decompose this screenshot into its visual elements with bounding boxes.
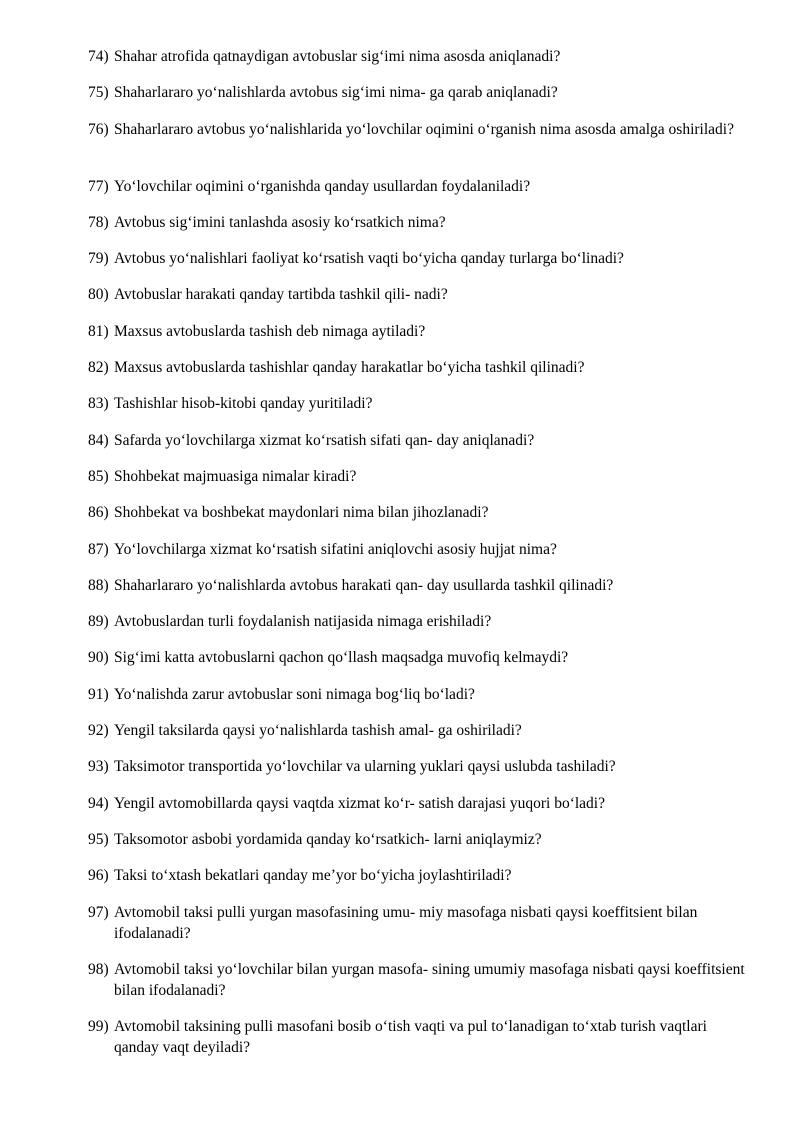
question-list	[88, 46, 748, 1073]
question-item	[88, 902, 748, 959]
question-number: 87)	[88, 540, 109, 558]
question-item	[88, 321, 748, 357]
question-number: 75)	[88, 84, 109, 102]
question-item	[88, 430, 748, 466]
question-number: 90)	[88, 649, 109, 667]
question-item	[88, 46, 748, 82]
question-item	[88, 1016, 748, 1073]
question-text: Maxsus avtobuslarda tashishlar qanday harakatlar bo‘yicha tashkil qilinadi?	[114, 359, 585, 377]
question-number: 99)	[88, 1017, 109, 1035]
question-item	[88, 176, 748, 212]
question-item	[88, 119, 748, 176]
question-item	[88, 82, 748, 118]
question-text: Shaharlararo avtobus yo‘nalishlarida yo‘lovchilar oqimini o‘rganish nima asosda amalga oshiriladi?	[114, 120, 734, 138]
question-number: 93)	[88, 758, 109, 776]
question-text: Avtomobil taksining pulli masofani bosib o‘tish vaqti va pul to‘lanadigan to‘xtab turish vaqtlari qanday vaqt deyiladi?	[114, 1017, 707, 1056]
question-text: Shaharlararo yo‘nalishlarda avtobus sig‘imi nima- ga qarab aniqlanadi?	[114, 84, 558, 102]
question-text: Tashishlar hisob-kitobi qanday yuritiladi?	[114, 395, 373, 413]
question-number: 91)	[88, 685, 109, 703]
question-text: Avtomobil taksi pulli yurgan masofasining umu- miy masofaga nisbati qaysi koeffitsient bilan ifodalanadi?	[114, 903, 698, 942]
question-number: 80)	[88, 286, 109, 304]
question-text: Taksi to‘xtash bekatlari qanday me’yor bo‘yicha joylashtiriladi?	[114, 867, 512, 885]
question-number: 97)	[88, 903, 109, 921]
question-number: 78)	[88, 213, 109, 231]
question-text: Avtobus yo‘nalishlari faoliyat ko‘rsatish vaqti bo‘yicha qanday turlarga bo‘linadi?	[114, 250, 624, 268]
question-item	[88, 647, 748, 683]
question-number: 84)	[88, 431, 109, 449]
question-text: Yo‘lovchilar oqimini o‘rganishda qanday usullardan foydalaniladi?	[114, 177, 531, 195]
question-text: Shaharlararo yo‘nalishlarda avtobus harakati qan- day usullarda tashkil qilinadi?	[114, 576, 614, 594]
question-text: Shohbekat va boshbekat maydonlari nima bilan jihozlanadi?	[114, 504, 489, 522]
question-text: Sig‘imi katta avtobuslarni qachon qo‘llash maqsadga muvofiq kelmaydi?	[114, 649, 569, 667]
question-number: 92)	[88, 722, 109, 740]
question-text: Avtobuslar harakati qanday tartibda tashkil qili- nadi?	[114, 286, 448, 304]
question-item	[88, 865, 748, 901]
question-number: 85)	[88, 467, 109, 485]
question-item	[88, 611, 748, 647]
question-number: 89)	[88, 613, 109, 631]
question-number: 81)	[88, 322, 109, 340]
question-item	[88, 284, 748, 320]
question-text: Yo‘nalishda zarur avtobuslar soni nimaga bog‘liq bo‘ladi?	[114, 685, 475, 703]
question-text: Yengil taksilarda qaysi yo‘nalishlarda tashish amal- ga oshiriladi?	[114, 722, 522, 740]
question-number: 74)	[88, 48, 109, 65]
question-number: 77)	[88, 177, 109, 195]
question-text: Maxsus avtobuslarda tashish deb nimaga aytiladi?	[114, 322, 426, 340]
question-number: 96)	[88, 867, 109, 885]
question-number: 86)	[88, 504, 109, 522]
question-item	[88, 502, 748, 538]
question-text: Avtobuslardan turli foydalanish natijasida nimaga erishiladi?	[114, 613, 492, 631]
question-item	[88, 684, 748, 720]
question-item	[88, 720, 748, 756]
question-text: Taksomotor asbobi yordamida qanday ko‘rsatkich- larni aniqlaymiz?	[114, 830, 542, 848]
question-text: Avtomobil taksi yo‘lovchilar bilan yurgan masofa- sining umumiy masofaga nisbati qaysi koeffitsient bilan ifodalanadi?	[114, 960, 745, 999]
question-item	[88, 756, 748, 792]
question-number: 76)	[88, 120, 109, 138]
question-item	[88, 248, 748, 284]
question-text: Yengil avtomobillarda qaysi vaqtda xizmat ko‘r- satish darajasi yuqori bo‘ladi?	[114, 794, 605, 812]
question-number: 79)	[88, 250, 109, 268]
question-number: 94)	[88, 794, 109, 812]
question-number: 98)	[88, 960, 109, 978]
question-item	[88, 357, 748, 393]
question-item	[88, 829, 748, 865]
question-item	[88, 575, 748, 611]
question-text: Taksimotor transportida yo‘lovchilar va ularning yuklari qaysi uslubda tashiladi?	[114, 758, 616, 776]
question-text: Shohbekat majmuasiga nimalar kiradi?	[114, 467, 357, 485]
question-item	[88, 539, 748, 575]
question-number: 82)	[88, 359, 109, 377]
question-text: Safarda yo‘lovchilarga xizmat ko‘rsatish sifati qan- day aniqlanadi?	[114, 431, 535, 449]
question-item	[88, 393, 748, 429]
question-number: 88)	[88, 576, 109, 594]
question-number: 95)	[88, 830, 109, 848]
question-item	[88, 212, 748, 248]
question-text: Yo‘lovchilarga xizmat ko‘rsatish sifatini aniqlovchi asosiy hujjat nima?	[114, 540, 557, 558]
question-text: Shahar atrofida qatnaydigan avtobuslar sig‘imi nima asosda aniqlanadi?	[114, 48, 561, 65]
question-item	[88, 959, 748, 1016]
question-item	[88, 793, 748, 829]
question-item	[88, 466, 748, 502]
question-number: 83)	[88, 395, 109, 413]
question-text: Avtobus sig‘imini tanlashda asosiy ko‘rsatkich nima?	[114, 213, 446, 231]
